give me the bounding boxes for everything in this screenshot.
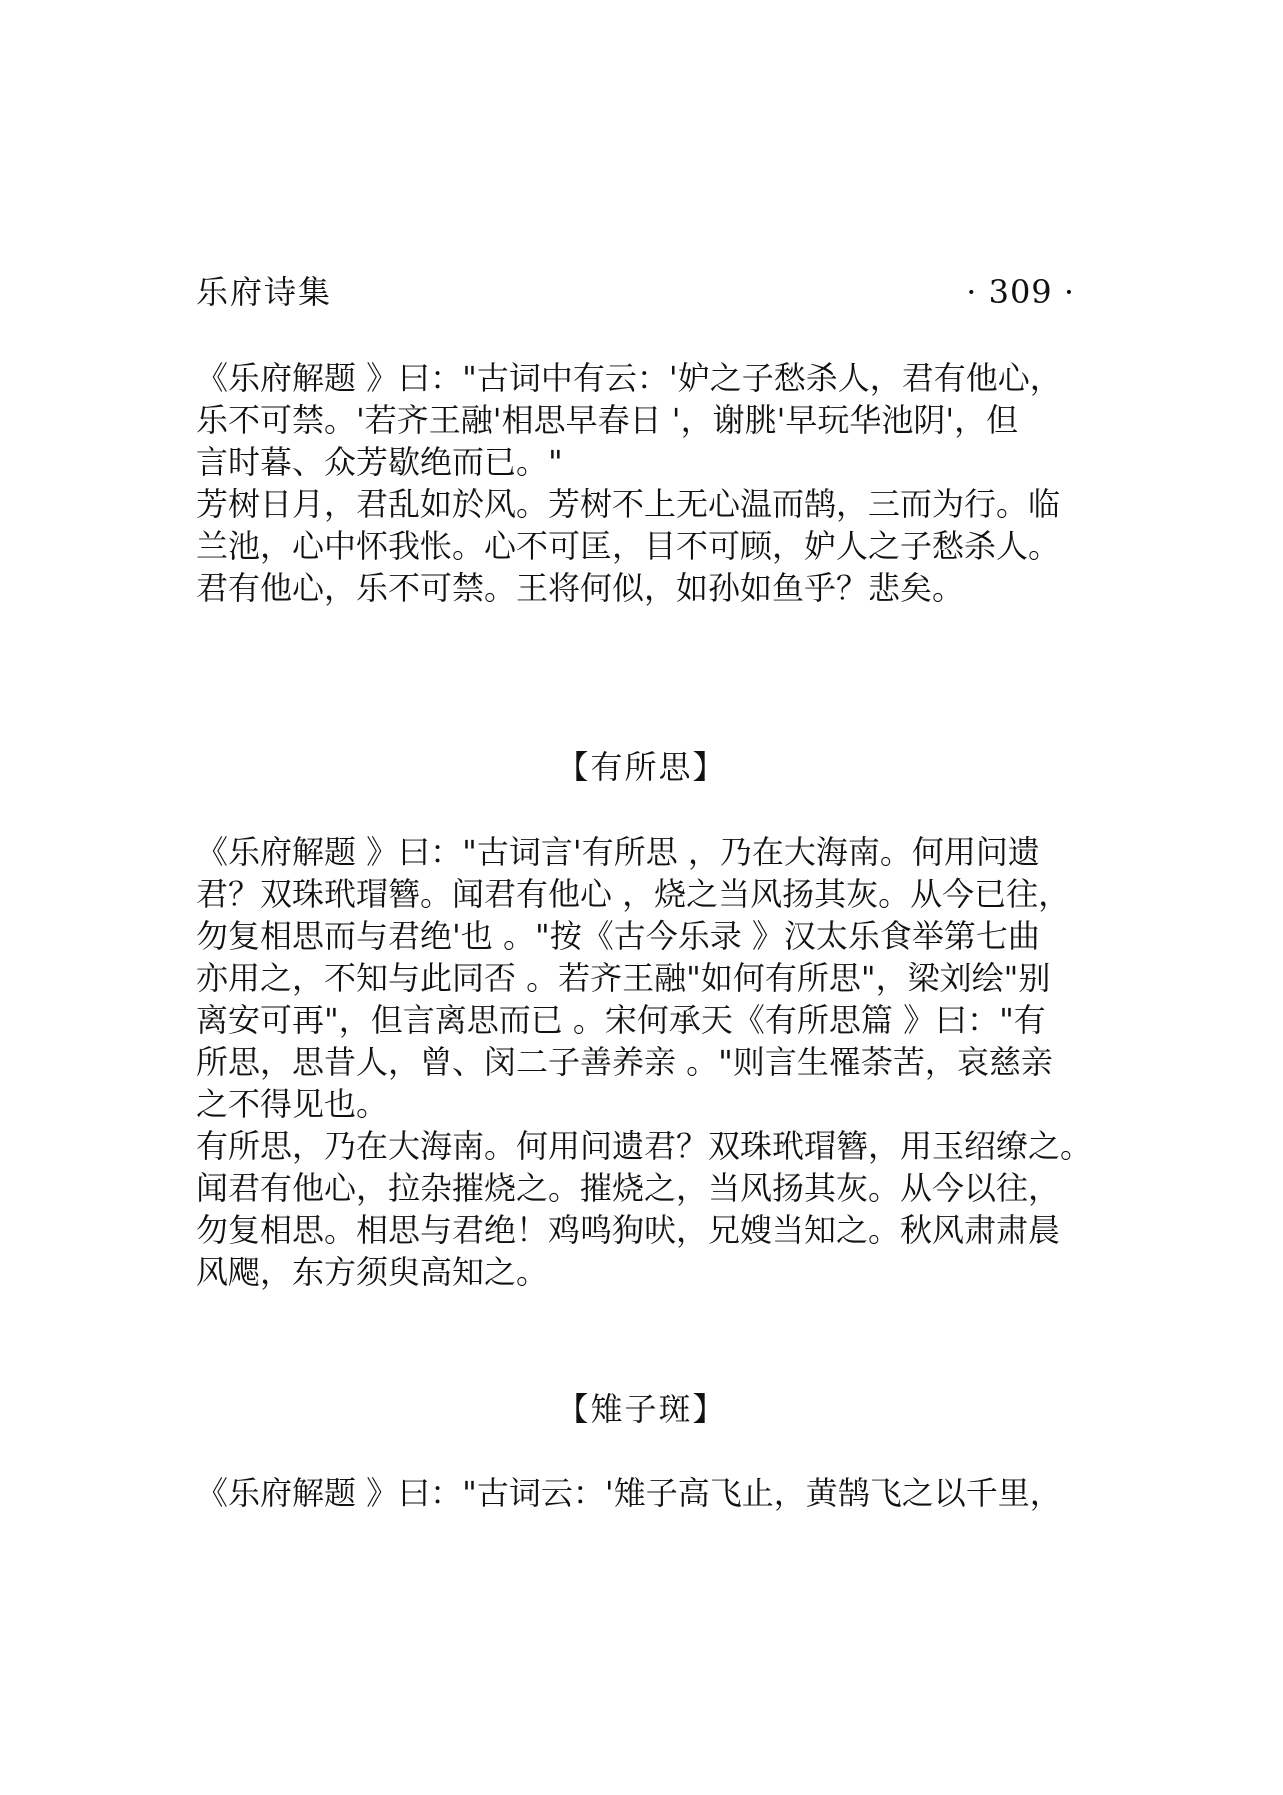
text-line: 君？双珠玳瑁簪。闻君有他心 ，烧之当风扬其灰。从今已往， bbox=[196, 875, 1071, 913]
text-line: 乐不可禁。'若齐王融'相思早春日 '，谢朓'早玩华池阴'，但 bbox=[196, 401, 1019, 439]
section2-commentary bbox=[196, 831, 1116, 1125]
text-line: 勿复相思。相思与君绝！鸡鸣狗吠，兄嫂当知之。秋风肃肃晨 bbox=[196, 1211, 1061, 1249]
text-line: 所思，思昔人，曾、闵二子善养亲 。"则言生罹荼苦，哀慈亲 bbox=[196, 1043, 1053, 1081]
running-header bbox=[196, 270, 1087, 314]
text-line: 兰池，心中怀我怅。心不可匡，目不可顾，妒人之子愁杀人。 bbox=[196, 527, 1061, 565]
text-line: 勿复相思而与君绝'也 。"按《古今乐录 》汉太乐食举第七曲 bbox=[196, 917, 1040, 955]
section1-commentary bbox=[196, 357, 1116, 483]
section1-poem bbox=[196, 483, 1116, 609]
section3-title: 【雉子斑】 bbox=[556, 1390, 727, 1428]
text-line: 有所思，乃在大海南。何用问遗君？双珠玳瑁簪，用玉绍缭之。 bbox=[196, 1127, 1093, 1165]
text-line: 风飔，东方须臾高知之。 bbox=[196, 1253, 549, 1291]
section2-poem bbox=[196, 1125, 1116, 1293]
text-line: 闻君有他心，拉杂摧烧之。摧烧之，当风扬其灰。从今以往， bbox=[196, 1169, 1061, 1207]
text-line: 《乐府解题 》曰："古词中有云：'妒之子愁杀人，君有他心， bbox=[196, 359, 1062, 397]
text-line: 亦用之，不知与此同否 。若齐王融"如何有所思"，梁刘绘"别 bbox=[196, 959, 1051, 997]
book-title: 乐府诗集 bbox=[196, 273, 333, 311]
page-number: · 309 · bbox=[966, 273, 1075, 311]
text-line: 《乐府解题 》曰："古词言'有所思 ，乃在大海南。何用问遗 bbox=[196, 833, 1040, 871]
text-line: 《乐府解题 》曰："古词云：'雉子高飞止，黄鹄飞之以千里， bbox=[196, 1474, 1062, 1512]
text-line: 君有他心，乐不可禁。王将何似，如孙如鱼乎？悲矣。 bbox=[196, 569, 965, 607]
text-line: 之不得见也。 bbox=[196, 1085, 389, 1123]
text-line: 离安可再"，但言离思而已 。宋何承天《有所思篇 》曰："有 bbox=[196, 1001, 1046, 1039]
text-line: 言时暮、众芳歇绝而已。" bbox=[196, 443, 563, 481]
section2-title: 【有所思】 bbox=[556, 748, 727, 786]
text-line: 芳树日月，君乱如於风。芳树不上无心温而鹄，三而为行。临 bbox=[196, 485, 1061, 523]
section3-commentary bbox=[196, 1472, 1116, 1514]
